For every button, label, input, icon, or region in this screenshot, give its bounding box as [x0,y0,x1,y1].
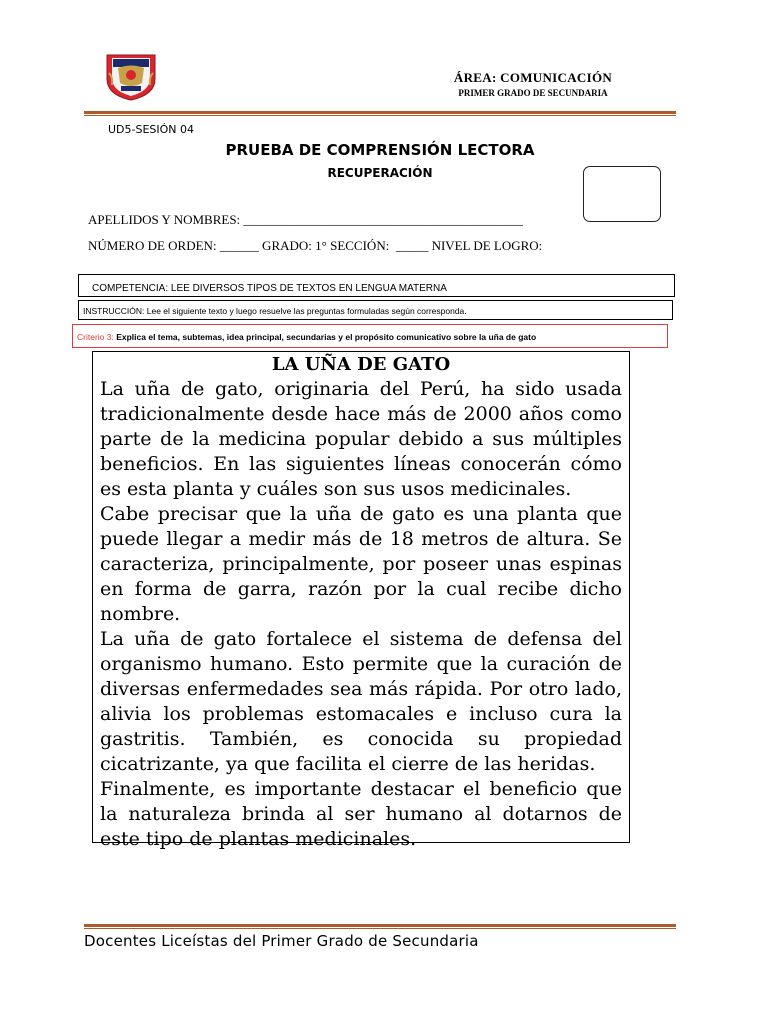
instruccion-box [78,300,673,320]
reading-box [92,351,630,850]
page-subtitle: RECUPERACIÓN [327,166,433,180]
area-title: ÁREA: COMUNICACIÓN [453,70,613,85]
score-box[interactable] [583,166,661,222]
instruccion-text: INSTRUCCIÓN: Lee el siguiente texto y luego resuelve las preguntas formuladas según corresponda. [83,306,467,316]
criterio-box [72,324,668,348]
reading-paragraph: Finalmente, es importante destacar el beneficio que la naturaleza brinda al ser humano al dotarnos de este tipo de plantas medicinales. [100,778,622,850]
criterio-text: Explica el tema, subtemas, idea principal, secundarias y el propósito comunicativo sobre la uña de gato [116,332,537,342]
reading-title: LA UÑA DE GATO [271,354,451,375]
school-crest-icon [104,53,158,101]
order-field[interactable]: NÚMERO DE ORDEN: ______ GRADO: 1° SECCIÓN: _____ NIVEL DE LOGRO: [88,238,543,253]
reading-paragraph: La uña de gato, originaria del Perú, ha sido usada tradicionalmente desde hace más de 2000 años como parte de la medicina popular debido a sus múltiples beneficios. En las siguientes líneas conocerán cómo es esta planta y cuáles son sus usos medicinales. [100,378,622,500]
footer-text: Docentes Liceístas del Primer Grado de Secundaria [84,932,479,950]
session-label: UD5-SESIÓN 04 [108,123,195,136]
competencia-text: COMPETENCIA: LEE DIVERSOS TIPOS DE TEXTOS EN LENGUA MATERNA [92,283,447,294]
competencia-box [78,274,675,297]
header-divider [84,111,676,116]
names-field[interactable]: APELLIDOS Y NOMBRES: ___________________________________________ [88,212,523,227]
reading-paragraph: Cabe precisar que la uña de gato es una planta que puede llegar a medir más de 18 metros de altura. Se caracteriza, principalmente, por poseer unas espinas en forma de garra, razón por la cual recibe dicho nombre. [100,503,622,625]
grade-subtitle: PRIMER GRADO DE SECUNDARIA [458,88,608,98]
footer-divider [84,924,676,929]
page-title: PRUEBA DE COMPRENSIÓN LECTORA [225,141,535,159]
reading-paragraph: La uña de gato fortalece el sistema de defensa del organismo humano. Esto permite que la curación de diversas enfermedades sea más rápida. Por otro lado, alivia los problemas estomacales e incluso cura la gastritis. También, es conocida su propiedad cicatrizante, ya que facilita el cierre de las heridas. [100,628,622,775]
criterio-label: Criterio 3: [77,332,114,342]
